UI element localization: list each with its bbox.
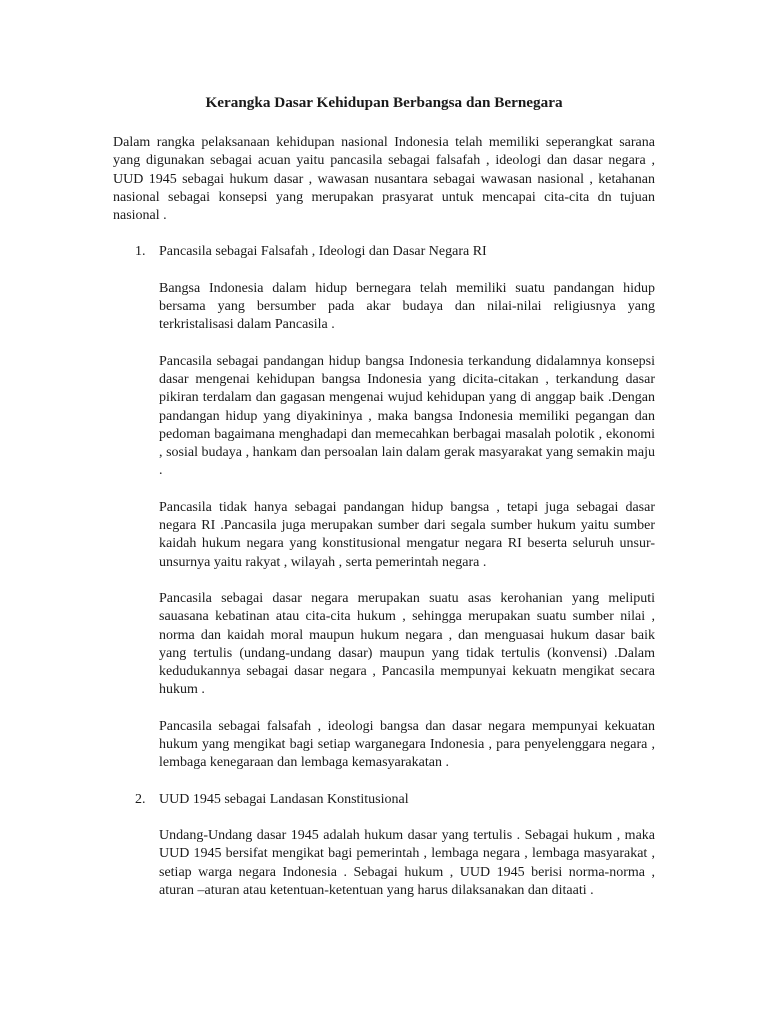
section-number: 2. — [135, 791, 146, 807]
section-number: 1. — [135, 244, 146, 260]
section-paragraph: Pancasila sebagai pandangan hidup bangsa Indonesia terkandung didalamnya konsepsi dasar mengenai kehidupan bangsa Indonesia yang dicita-citakan , terkandung dasar pikiran terdalam dan gagasan mengenai wujud kehidupan yang di anggap baik .Dengan pandangan hidup yang diyakininya , maka bangsa Indonesia memiliki pegangan dan pedoman bagaimana menghadapi dan memecahkan berbagai masalah polotik , ekonomi , sosial budaya , hankam dan persoalan lain dalam gerak masyarakat yang semakin maju . — [159, 353, 655, 479]
section-paragraph: Pancasila sebagai dasar negara merupakan suatu asas kerohanian yang meliputi sauasana kebatinan atau cita-cita hukum , sehingga merupakan suatu sumber nilai , norma dan kaidah moral maupun hukum negara , dan menguasai hukum dasar baik yang tertulis (undang-undang dasar) maupun yang tidak tertulis (konvensi) .Dalam kedudukannya sebagai dasar negara , Pancasila mempunyai kekuatn mengikat secara hukum . — [159, 590, 655, 698]
section-paragraph: Undang-Undang dasar 1945 adalah hukum dasar yang tertulis . Sebagai hukum , maka UUD 1945 bersifat mengikat bagi pemerintah , lembaga negara , lembaga masyarakat , setiap warga negara Indonesia . Sebagai hukum , UUD 1945 berisi norma-norma , aturan –aturan atau ketentuan-ketentuan yang harus dilaksanakan dan ditaati . — [159, 827, 655, 898]
section-heading — [113, 243, 655, 261]
section-paragraph: Bangsa Indonesia dalam hidup bernegara telah memiliki suatu pandangan hidup bersama yang bersumber pada akar budaya dan nilai-nilai religiusnya yang terkristalisasi dalam Pancasila . — [159, 280, 655, 333]
section-1 — [113, 243, 655, 772]
section-heading — [113, 791, 655, 809]
section-paragraph: Pancasila tidak hanya sebagai pandangan hidup bangsa , tetapi juga sebagai dasar negara RI .Pancasila juga merupakan sumber dari segala sumber hukum yaitu sumber kaidah hukum negara yang konstitusional mengatur negara RI beserta seluruh unsur-unsurnya yaitu rakyat , wilayah , serta pemerintah negara . — [159, 499, 655, 570]
document-title: Kerangka Dasar Kehidupan Berbangsa dan Bernegara — [205, 94, 563, 111]
intro-paragraph: Dalam rangka pelaksanaan kehidupan nasional Indonesia telah memiliki seperangkat sarana yang digunakan sebagai acuan yaitu pancasila sebagai falsafah , ideologi dan dasar negara , UUD 1945 sebagai hukum dasar , wawasan nusantara sebagai wawasan nasional , ketahanan nasional sebagai konsepsi yang merupakan prasyarat untuk mencapai cita-cita dn tujuan nasional . — [113, 135, 655, 224]
section-body — [113, 280, 655, 773]
section-list — [113, 243, 655, 900]
section-title: UUD 1945 sebagai Landasan Konstitusional — [159, 791, 409, 807]
section-body — [113, 827, 655, 900]
section-2 — [113, 791, 655, 900]
section-paragraph: Pancasila sebagai falsafah , ideologi bangsa dan dasar negara mempunyai kekuatan hukum yang mengikat bagi setiap warganegara Indonesia , para penyelenggara negara , lembaga kenegaraan dan lembaga kemasyarakatan . — [159, 718, 655, 771]
section-title: Pancasila sebagai Falsafah , Ideologi dan Dasar Negara RI — [159, 244, 487, 260]
